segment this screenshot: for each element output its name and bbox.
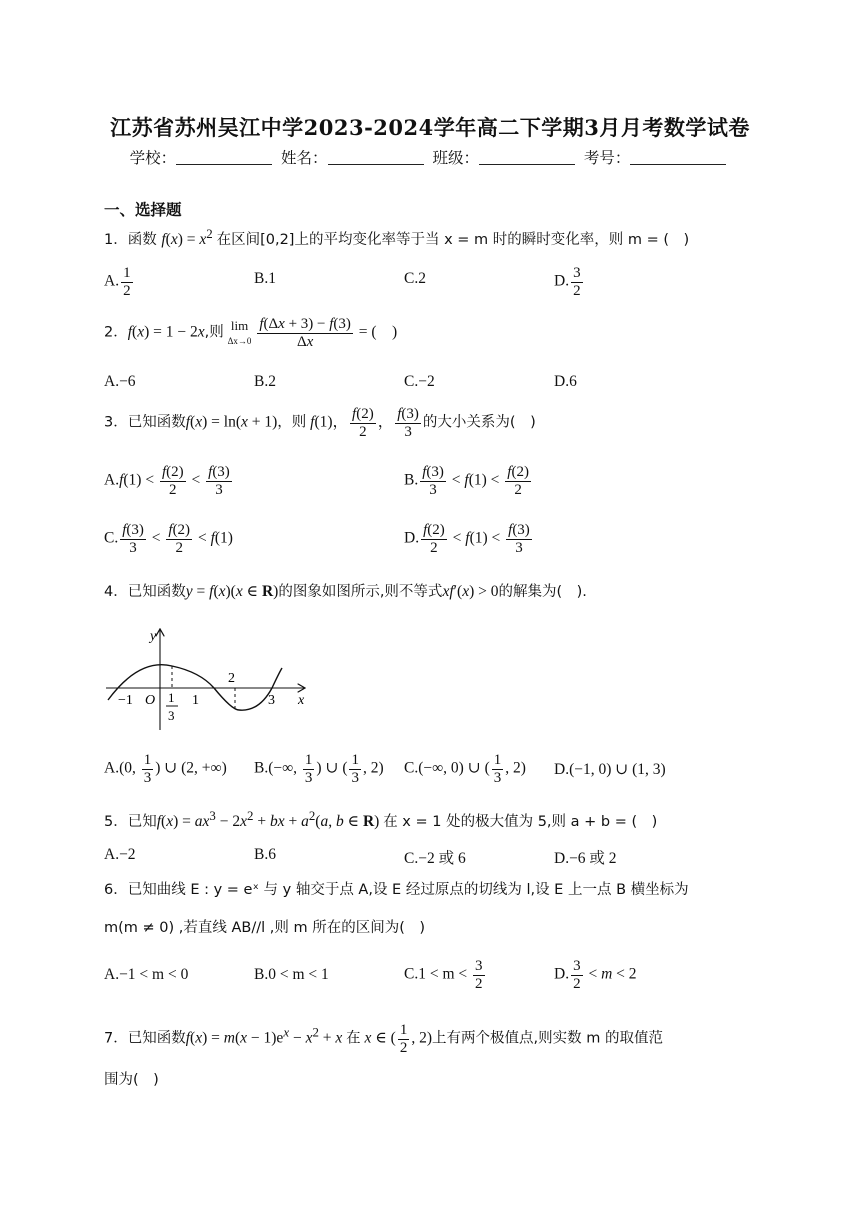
question-7-line-1: 7．已知函数$f(x) = m(x - 1)e^x - x^2 + x$ 在 x ∈ ( $\frac{1}{2}$ , 2)上有两个极值点,则实数 m 的取值范 [104, 1022, 663, 1056]
section-heading: 一、选择题 [104, 201, 182, 219]
tick-third-den: 3 [168, 708, 175, 723]
q2-option-c[interactable]: C.−2 [404, 373, 435, 390]
number-field[interactable] [630, 148, 726, 165]
q3-option-a[interactable]: A.f(1) < $\frac{f(2)}{2}$ < $\frac{f(3)}{3}$ [104, 464, 230, 498]
q5-option-d[interactable]: D.−6 或 2 [554, 850, 617, 867]
q4-option-b[interactable]: B.(−∞, $\frac{1}{3}$ ) ∪ ( $\frac{1}{3}$ , 2) [254, 752, 384, 786]
question-5: 5．已知$f(x) = ax^3 - 2x^2$ + bx + $a^2(a$, b ∈ R) 在 x = 1 处的极大值为 5,则 a + b = ( ) [104, 808, 658, 831]
q5-option-a[interactable]: A.−2 [104, 846, 136, 863]
q4-option-d[interactable]: D.(−1, 0) ∪ (1, 3) [554, 761, 666, 778]
school-label: 学校： [129, 149, 177, 167]
question-6-line-1: 6．已知曲线 E : y = eˣ 与 y 轴交于点 A,设 E 经过原点的切线为 l,设 E 上一点 B 横坐标为 [104, 882, 689, 898]
q2-option-a[interactable]: A.−6 [104, 373, 136, 390]
question-1: 1．函数 $f(x) = x^2$ 在区间[0,2]上的平均变化率等于当 x = m 时的瞬时变化率，则 m = ( ) [104, 226, 690, 249]
question-4: 4．已知函数y = f(x)(x ∈ R)的图象如图所示,则不等式xf′(x) > 0的解集为( ). [104, 583, 587, 600]
student-info-line [0, 146, 860, 168]
q1-option-b[interactable]: B.1 [254, 270, 276, 287]
q4-option-c[interactable]: C.(−∞, 0) ∪ ( $\frac{1}{3}$ , 2) [404, 752, 526, 786]
tick-2: 2 [228, 671, 235, 686]
name-label: 姓名： [281, 149, 328, 167]
question-2: 2．f(x) = 1 − 2x,则 lim Δx→0 $\frac{f(\Delta x + 3) - f(3)}{\Delta x}$ = ( ) [104, 316, 398, 350]
q2-option-b[interactable]: B.2 [254, 373, 276, 390]
origin-label: O [145, 693, 156, 708]
q6-option-d[interactable]: D. $\frac{3}{2}$ < m < 2 [554, 958, 637, 992]
q4-option-a[interactable]: A.(0, $\frac{1}{3}$ ) ∪ (2, +∞) [104, 752, 227, 786]
tick-third-num: 1 [168, 690, 175, 705]
x-label: x [298, 693, 305, 708]
tick-1: 1 [192, 693, 199, 708]
q1-option-c[interactable]: C.2 [404, 270, 426, 287]
q6-option-b[interactable]: B.0 < m < 1 [254, 966, 329, 983]
question-7-line-2: 围为( ) [104, 1072, 159, 1088]
tick-neg1: −1 [118, 693, 133, 708]
number-label: 考号： [583, 149, 631, 167]
q1-option-d[interactable]: D. $\frac{3}{2}$ [554, 265, 581, 299]
page-title: 江苏省苏州吴江中学2023-2024学年高二下学期3月月考数学试卷 [110, 115, 750, 140]
class-field[interactable] [479, 148, 575, 165]
class-label: 班级： [432, 149, 479, 167]
question-3: 3．已知函数f(x) = ln(x + 1)，则 f(1)， $\frac{f(2)}{2}$ ， $\frac{f(3)}{3}$ 的大小关系为( ) [104, 406, 536, 440]
q3-option-b[interactable]: B. $\frac{f(3)}{3}$ < f(1) < $\frac{f(2)}{2}$ [404, 464, 529, 498]
q6-option-a[interactable]: A.−1 < m < 0 [104, 966, 189, 983]
q1-option-a[interactable]: A. $\frac{1}{2}$ [104, 265, 131, 299]
q3-option-d[interactable]: D. $\frac{f(2)}{2}$ < f(1) < $\frac{f(3)}{3}$ [404, 522, 530, 556]
q2-option-d[interactable]: D.6 [554, 373, 577, 390]
school-field[interactable] [176, 148, 272, 165]
q5-option-b[interactable]: B.6 [254, 846, 276, 863]
y-label: y [150, 629, 157, 644]
q6-option-c[interactable]: C.1 < m < $\frac{3}{2}$ [404, 958, 483, 992]
q3-option-c[interactable]: C. $\frac{f(3)}{3}$ < $\frac{f(2)}{2}$ < f(1) [104, 522, 233, 556]
function-graph [104, 618, 324, 733]
q5-option-c[interactable]: C.−2 或 6 [404, 850, 466, 867]
question-6-line-2: m(m ≠ 0) ,若直线 AB//l ,则 m 所在的区间为( ) [104, 920, 426, 936]
name-field[interactable] [328, 148, 424, 165]
tick-3: 3 [268, 693, 275, 708]
